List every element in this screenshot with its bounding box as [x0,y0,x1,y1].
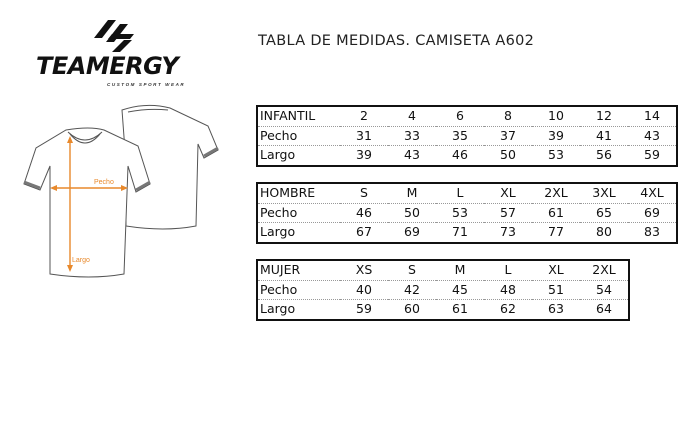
table-cell: 83 [644,224,660,240]
table-cell: Pecho [257,126,340,146]
table-cell: M [436,260,484,280]
table-cell: 51 [532,280,580,300]
brand-mark-icon [94,18,134,52]
table-cell: 48 [484,280,532,300]
table-cell: XS [340,260,388,280]
table-cell: 46 [340,203,388,223]
table-cell: Largo [260,147,296,163]
table-cell: 64 [596,301,612,317]
table-cell: 39 [356,147,372,163]
table-cell: L [484,260,532,280]
table-cell: 10 [532,106,580,126]
table-cell: L [436,183,484,203]
table-cell: 53 [548,147,564,163]
table-cell: 43 [628,126,677,146]
table-cell: 40 [340,280,388,300]
table-cell: MUJER [257,260,340,280]
table-cell: 33 [388,126,436,146]
table-cell: Largo [260,301,296,317]
table-cell: 62 [500,301,516,317]
table-cell: 53 [436,203,484,223]
table-cell: XL [484,183,532,203]
table-cell: M [388,183,436,203]
table-cell: 71 [452,224,468,240]
table-header-row [257,183,677,203]
table-row [257,300,629,320]
table-cell: 6 [436,106,484,126]
table-cell: S [340,183,388,203]
table-cell: Pecho [257,203,340,223]
table-cell: 50 [388,203,436,223]
brand-logo [34,18,204,94]
table-cell: 50 [500,147,516,163]
table-cell: 77 [548,224,564,240]
table-cell: 56 [596,147,612,163]
table-cell: 61 [532,203,580,223]
table-cell: 59 [644,147,660,163]
table-cell: S [388,260,436,280]
table-cell: XL [532,260,580,280]
table-row [257,203,677,223]
table-cell: 39 [532,126,580,146]
table-header-row [257,106,677,126]
table-cell: 43 [404,147,420,163]
size-table-mujer [256,259,630,321]
table-cell: 80 [596,224,612,240]
table-cell: 67 [356,224,372,240]
table-cell: 31 [340,126,388,146]
table-cell: 2 [340,106,388,126]
table-row [257,223,677,243]
table-cell: 69 [404,224,420,240]
table-cell: 57 [484,203,532,223]
table-cell: 69 [628,203,677,223]
table-cell: 4 [388,106,436,126]
table-cell: 45 [436,280,484,300]
table-cell: 63 [548,301,564,317]
table-cell: 4XL [628,183,677,203]
table-cell: 54 [580,280,629,300]
table-cell: 8 [484,106,532,126]
size-table-hombre [256,182,678,244]
table-cell: 37 [484,126,532,146]
table-cell: Largo [260,224,296,240]
table-cell: 12 [580,106,628,126]
table-cell: 2XL [532,183,580,203]
table-row [257,146,677,166]
table-cell: 59 [356,301,372,317]
table-cell: INFANTIL [257,106,340,126]
table-row [257,126,677,146]
table-cell: 2XL [580,260,629,280]
table-cell: 41 [580,126,628,146]
size-table-infantil [256,105,678,167]
tshirt-illustration [18,104,228,279]
table-cell: HOMBRE [257,183,340,203]
chest-label: Pecho [94,179,114,186]
table-cell: Pecho [257,280,340,300]
length-label: Largo [72,257,90,264]
table-cell: 61 [452,301,468,317]
table-cell: 35 [436,126,484,146]
table-cell: 14 [628,106,677,126]
table-cell: 46 [452,147,468,163]
brand-name: TEAMERGY [36,52,179,80]
table-row [257,280,629,300]
table-header-row [257,260,629,280]
table-cell: 73 [500,224,516,240]
page-title: TABLA DE MEDIDAS. CAMISETA A602 [258,33,535,49]
table-cell: 42 [388,280,436,300]
table-cell: 65 [580,203,628,223]
table-cell: 60 [404,301,420,317]
table-cell: 3XL [580,183,628,203]
brand-tagline: CUSTOM SPORT WEAR [107,82,186,87]
